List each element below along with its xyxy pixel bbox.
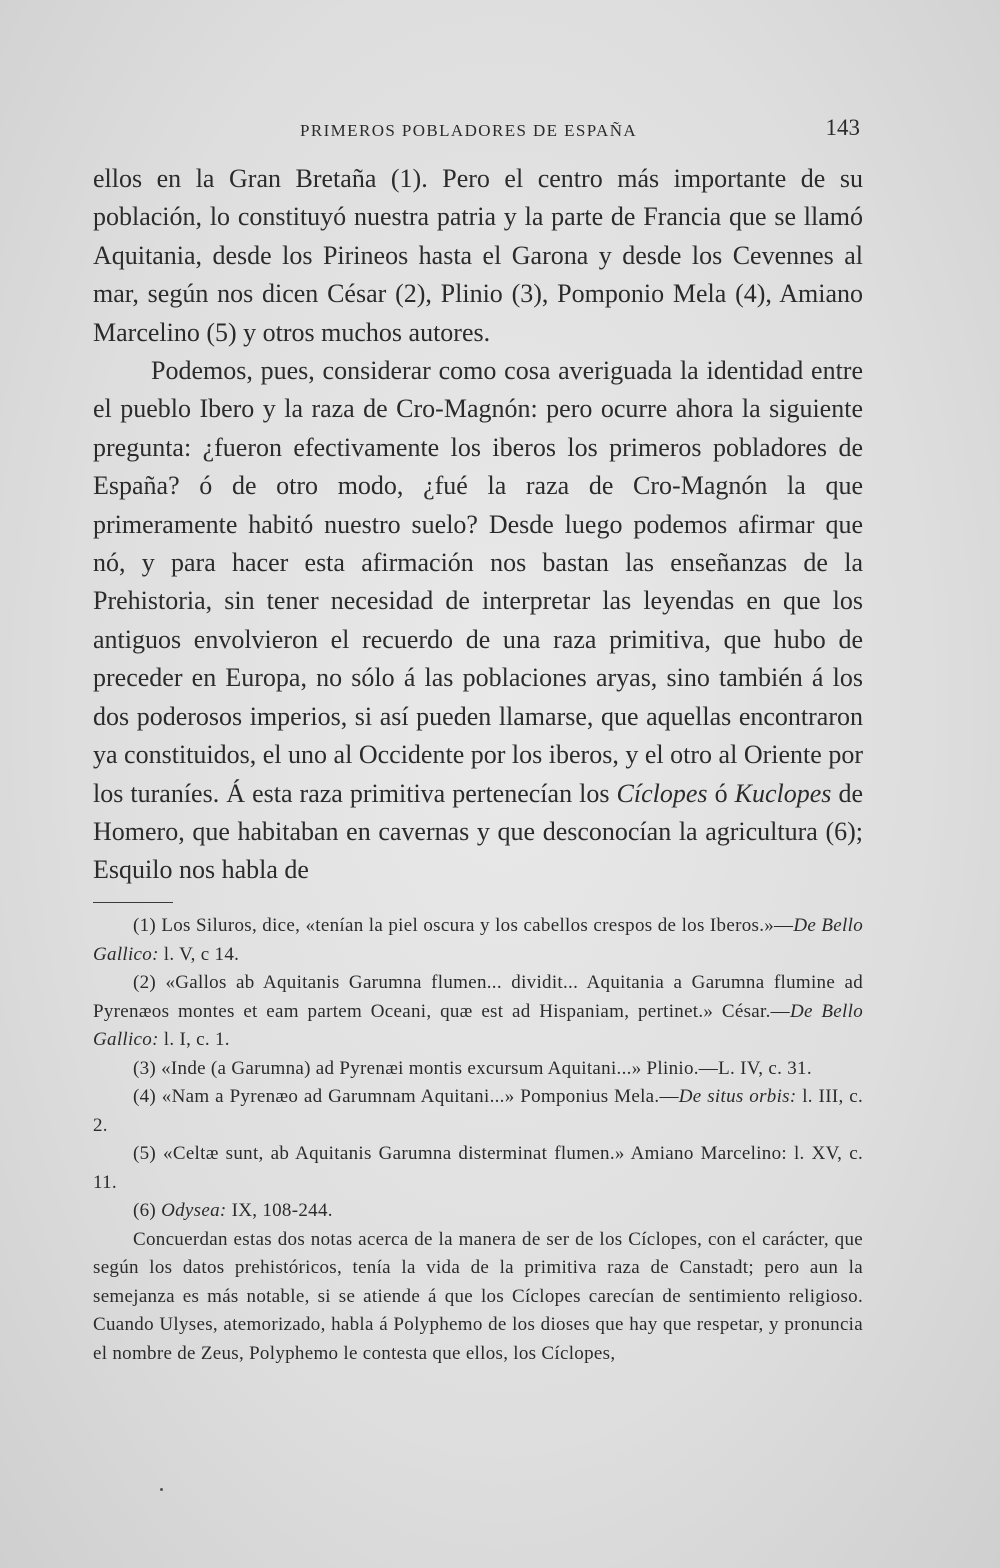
- footnote-commentary: Concuerdan estas dos notas acerca de la manera de ser de los Cíclopes, con el carácter, que según los datos prehistóricos, tenía la vida de la primitiva raza de Canstadt; pero aun la semejanza es más notable, si se atiende á que los Cíclopes carecían de sentimiento religioso. Cuando Ulyses, atemorizado, habla á Polyphemo de los dioses que hay que respetar, y pronuncia el nombre de Zeus, Polyphemo le contesta que ellos, los Cíclopes,: [93, 1228, 863, 1364]
- term-ciclopes: Cíclopes: [616, 778, 708, 808]
- footnote-3: (3) «Inde (a Garumna) ad Pyrenæi montis excursum Aquitani...» Plinio.—L. IV, c. 31.: [133, 1057, 812, 1079]
- running-head: PRIMEROS POBLADORES DE ESPAÑA: [300, 121, 638, 140]
- main-text: [93, 160, 863, 890]
- footnote-4: (4) «Nam a Pyrenæo ad Garumnam Aquitani...» Pomponius Mela.—De situs orbis: l. III, c. 2.: [93, 1086, 863, 1136]
- footnotes: [93, 912, 863, 1368]
- footnote-5: (5) «Celtæ sunt, ab Aquitanis Garumna disterminat flumen.» Amiano Marcelino: l. XV, c. 11.: [93, 1143, 863, 1193]
- page-header: [300, 113, 860, 149]
- footnote-divider: [93, 902, 173, 903]
- paper-speck: [160, 1488, 163, 1491]
- footnote-1: (1) Los Siluros, dice, «tenían la piel oscura y los cabellos crespos de los Iberos.»—De Bello Gallico: l. V, c 14.: [93, 915, 863, 965]
- term-kuclopes: Kuclopes: [734, 778, 832, 808]
- page-number: 143: [825, 115, 860, 140]
- footnote-6: (6) Odysea: IX, 108-244.: [133, 1200, 333, 1221]
- footnote-2: (2) «Gallos ab Aquitanis Garumna flumen... dividit... Aquitania a Garumna flumine ad Pyrenæos montes et eam partem Oceani, quæ est ad Hispaniam, pertinet.» César.—De Bello Gallico: l. I, c. 1.: [93, 972, 863, 1050]
- paragraph-podemos: Podemos, pues, considerar como cosa averiguada la identidad entre el pueblo Ibero y la raza de Cro-Magnón: pero ocurre ahora la siguiente pregunta: ¿fueron efectivamente los iberos los primeros pobladores de España? ó de otro modo, ¿fué la raza de Cro-Magnón la que primeramente habitó nuestro suelo? Desde luego podemos afirmar que nó, y para hacer esta afirmación nos bastan las enseñanzas de la Prehistoria, sin tener necesidad de interpretar las leyendas en que los antiguos envolvieron el recuerdo de una raza primitiva, que hubo de preceder en Europa, no sólo á las poblaciones aryas, sino también á los dos poderosos imperios, si así pueden llamarse, que aquellas encontraron ya constituidos, el uno al Occidente por los iberos, y el otro al Oriente por los turaníes. Á esta raza primitiva pertenecían los Cíclopes ó Kuclopes de Homero, que habitaban en cavernas y que desconocían la agricultura (6); Esquilo nos habla de: [93, 356, 864, 885]
- paragraph-continuation: ellos en la Gran Bretaña (1). Pero el centro más importante de su población, lo constituyó nuestra patria y la parte de Francia que se llamó Aquitania, desde los Pirineos hasta el Garona y desde los Cevennes al mar, según nos dicen César (2), Plinio (3), Pomponio Mela (4), Amiano Marcelino (5) y otros muchos autores.: [93, 164, 863, 347]
